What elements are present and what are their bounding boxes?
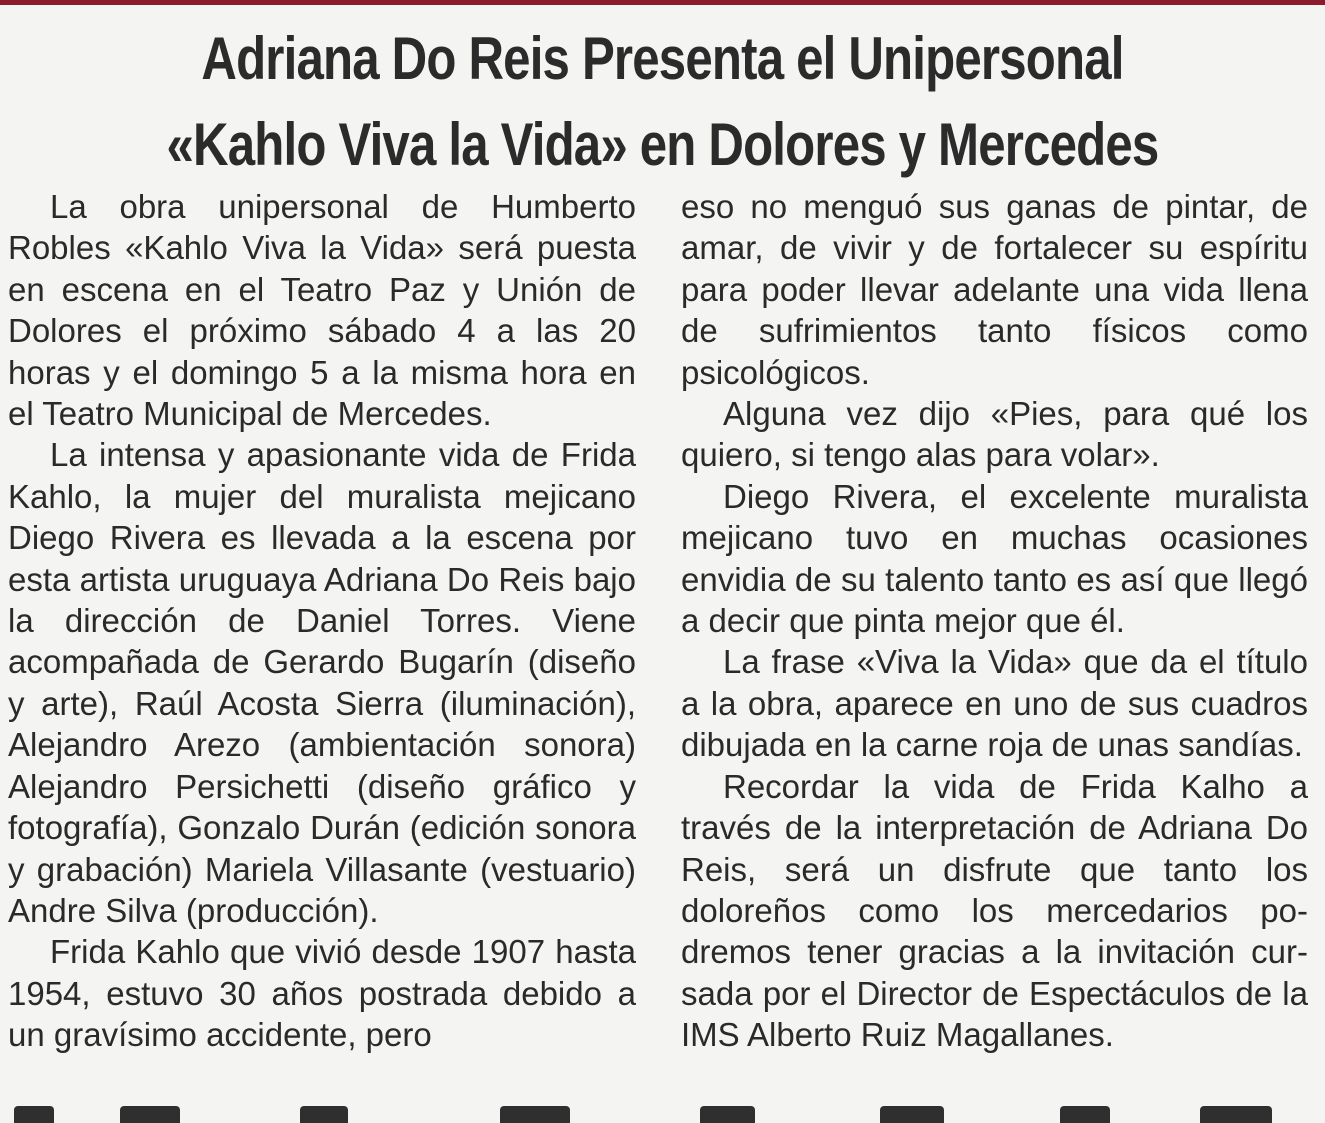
- paragraph-biography-continued: eso no menguó sus ganas de pintar, de amar, de vivir y de fortalecer su espíritu para poder llevar adelante una vida llena de sufrimientos tanto físicos como psicológicos.: [681, 188, 1308, 391]
- cut-glyph: [880, 1106, 944, 1123]
- article-headline: [0, 16, 1325, 188]
- paragraph-intro: La obra unipersonal de Humberto Robles «Kahlo Viva la Vida» será puesta en escena en el Teatro Paz y Unión de Dolores el próximo sábado 4 a las 20 horas y el domingo 5 a la misma hora en el Teatro Municipal de Mercedes.: [8, 188, 636, 433]
- article-column-right: [681, 186, 1308, 1056]
- paragraph-rivera: Diego Rivera, el excelente muralista mejicano tuvo en muchas ocasiones envidia de su talento tanto es así que llegó a decir que pinta mejor que él.: [681, 477, 1308, 640]
- top-color-bar: [0, 0, 1325, 5]
- paragraph-closing: Recordar la vida de Frida Kalho a través de la interpretación de Adriana Do Reis, será un disfrute que tanto los doloreños como los mercedarios podremos tener gracias a la invitación cursada por el Director de Espectáculos de la IMS Alberto Ruiz Magallanes.: [681, 767, 1308, 1054]
- cut-glyph: [14, 1106, 54, 1123]
- cut-glyph: [300, 1106, 348, 1123]
- cut-glyph: [1060, 1106, 1110, 1123]
- cut-glyph: [500, 1106, 570, 1123]
- next-headline-fragment: [0, 1104, 1325, 1123]
- headline-line-1: Adriana Do Reis Presenta el Unipersonal: [201, 25, 1124, 92]
- paragraph-quote: Alguna vez dijo «Pies, para qué los quiero, si tengo alas para volar».: [681, 395, 1308, 474]
- cut-glyph: [1200, 1106, 1272, 1123]
- cut-glyph: [120, 1106, 180, 1123]
- paragraph-title-origin: La frase «Viva la Vida» que da el título a la obra, aparece en uno de sus cuadros dibujada en la carne roja de unas sandías.: [681, 643, 1308, 764]
- article-column-left: [8, 186, 636, 1056]
- paragraph-credits: La intensa y apasionante vida de Frida Kahlo, la mujer del muralista mejicano Diego Rivera es llevada a la escena por esta artista uruguaya Adriana Do Reis bajo la dirección de Daniel Torres. Viene acompañada de Gerardo Bugarín (diseño y arte), Raúl Acosta Sierra (iluminación), Alejandro Arezo (ambientación sonora) Alejandro Persichetti (diseño gráfico y fotografía), Gonzalo Durán (edición sonora y grabación) Mariela Villasante (vestuario) Andre Silva (producción).: [8, 436, 636, 929]
- paragraph-biography: Frida Kahlo que vivió desde 1907 hasta 1954, estuvo 30 años postrada debido a un gravísimo accidente, pero: [8, 933, 636, 1054]
- headline-line-2: «Kahlo Viva la Vida» en Dolores y Mercedes: [166, 111, 1159, 178]
- cut-glyph: [700, 1106, 755, 1123]
